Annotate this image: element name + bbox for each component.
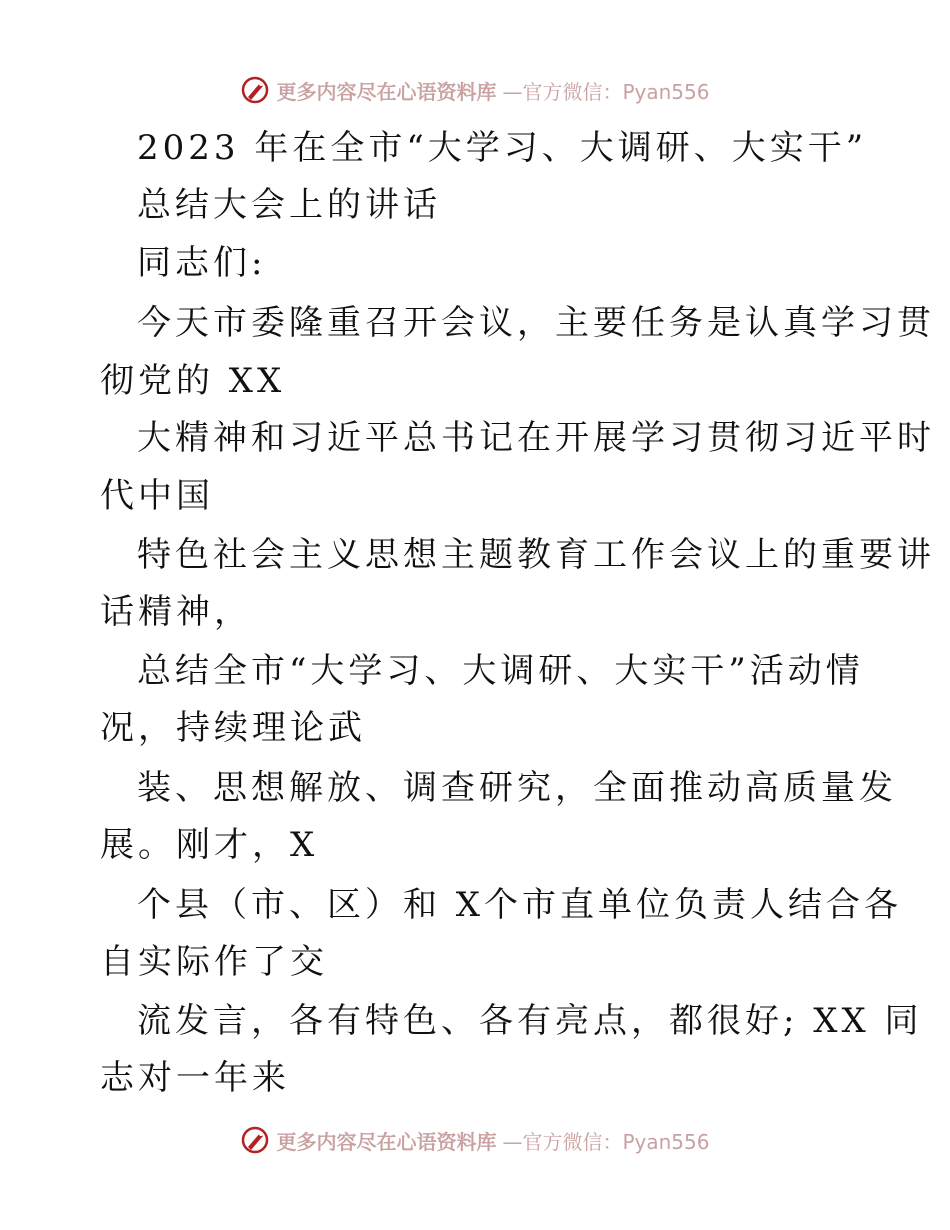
- paragraph-line: 大精神和习近平总书记在开展学习贯彻习近平时: [137, 418, 935, 458]
- paragraph-line: 特色社会主义思想主题教育工作会议上的重要讲: [137, 535, 935, 575]
- paragraph-line: 自实际作了交: [100, 942, 328, 982]
- watermark-wechat: —官方微信：Pyan556: [502, 79, 710, 104]
- salutation: 同志们:: [137, 243, 267, 283]
- paragraph-line: 个县（市、区）和 X个市直单位负责人结合各: [137, 885, 903, 925]
- paragraph-line: 况，持续理论武: [100, 708, 366, 748]
- paragraph-line: 装、思想解放、调查研究，全面推动高质量发: [137, 768, 897, 808]
- paragraph-line: 今天市委隆重召开会议，主要任务是认真学习贯: [137, 303, 935, 343]
- paragraph-line: 志对一年来: [100, 1058, 290, 1098]
- paragraph-line: 代中国: [100, 476, 214, 516]
- header-watermark: [0, 70, 950, 110]
- pen-logo-icon: [240, 1125, 270, 1155]
- title-line-1: 2023 年在全市“大学习、大调研、大实干”: [137, 128, 868, 168]
- paragraph-line: 话精神，: [100, 592, 252, 632]
- watermark-wechat: —官方微信：Pyan556: [502, 1129, 710, 1154]
- watermark-brand: 更多内容尽在心语资料库: [276, 1129, 497, 1154]
- footer-watermark: [0, 1120, 950, 1160]
- paragraph-line: 总结全市“大学习、大调研、大实干”活动情: [137, 651, 864, 691]
- paragraph-line: 流发言，各有特色、各有亮点，都很好; XX 同: [137, 1001, 923, 1041]
- pen-logo-icon: [240, 75, 270, 105]
- paragraph-line: 展。刚才，X: [100, 825, 319, 865]
- paragraph-line: 彻党的 XX: [100, 361, 286, 401]
- title-line-2: 总结大会上的讲话: [137, 185, 441, 225]
- watermark-brand: 更多内容尽在心语资料库: [276, 79, 497, 104]
